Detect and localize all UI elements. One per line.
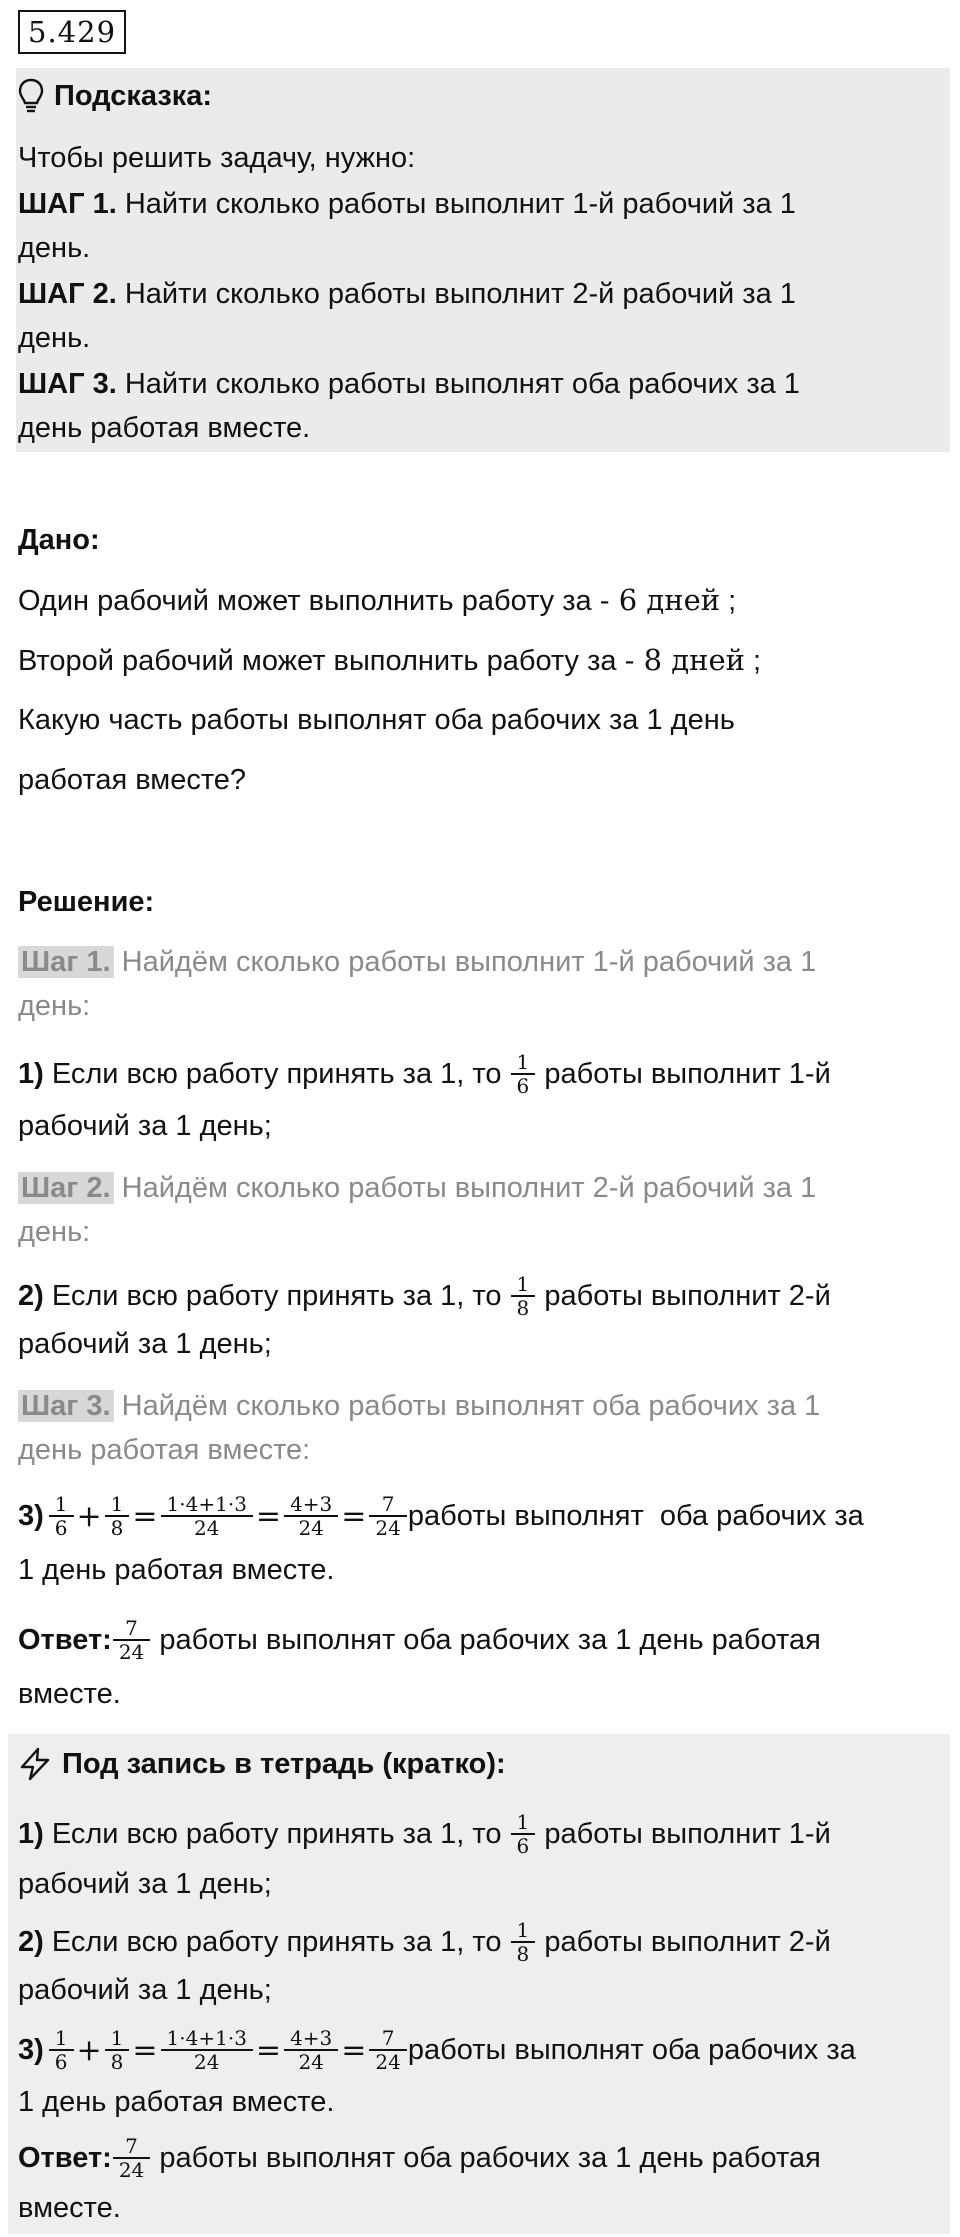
numerator: 4+3 [290, 1492, 333, 1516]
item-text: работы выполнит 1-й [536, 1817, 831, 1850]
solution-item-3-cont: 1 день работая вместе. [18, 1554, 335, 1586]
hint-step-text: Найти сколько работы выполнит 2-й рабочий за 1 [116, 278, 796, 310]
fraction [164, 1493, 250, 1539]
solution-step-2 [18, 1166, 816, 1210]
fraction [164, 2027, 250, 2073]
step-tag: Шаг 2. [18, 1172, 114, 1204]
item-text: работы выполнит 2-й [536, 1279, 831, 1312]
item-num: 2) [18, 1925, 44, 1958]
given-text: Один рабочий может выполнить работу за [18, 585, 600, 617]
denominator: 8 [511, 1295, 536, 1319]
answer-text: работы выполнят оба рабочих за 1 день работая [151, 2141, 821, 2174]
fraction [514, 1051, 533, 1097]
denominator: 6 [49, 1515, 74, 1539]
numerator: 7 [125, 2134, 138, 2158]
solution-item-3 [18, 1490, 864, 1542]
hint-step-2-cont: день. [18, 322, 91, 354]
equals-sign: = [341, 2032, 367, 2068]
denominator: 24 [113, 2157, 150, 2181]
fraction [514, 1811, 533, 1857]
denominator: 24 [369, 2049, 406, 2073]
hint-intro: Чтобы решить задачу, нужно: [18, 142, 416, 174]
numerator: 7 [381, 2026, 395, 2050]
item-num: 1) [18, 1057, 44, 1090]
denominator: 6 [511, 1073, 536, 1097]
hint-step-3 [18, 362, 800, 406]
item-text: работы выполнят оба рабочих за [407, 2033, 856, 2066]
denominator: 8 [511, 1941, 536, 1965]
denominator: 6 [49, 2049, 74, 2073]
hint-title: Подсказка: [54, 80, 213, 112]
brief-item-1-cont: рабочий за 1 день; [18, 1868, 272, 1900]
solution-item-2 [18, 1272, 831, 1320]
solution-step-2-cont: день: [18, 1216, 91, 1248]
solution-answer-cont: вместе. [18, 1678, 121, 1710]
answer-text: работы выполнят оба рабочих за 1 день работая [151, 1623, 821, 1656]
hint-step-2 [18, 272, 796, 316]
brief-item-2 [18, 1918, 831, 1966]
item-text: работы выполнят оба рабочих за [407, 1499, 864, 1532]
hint-step-tag: ШАГ 1. [18, 188, 117, 220]
solution-title: Решение: [18, 886, 155, 918]
numerator: 7 [381, 1492, 395, 1516]
numerator: 1 [54, 1492, 68, 1516]
item-text: Если всю работу принять за 1, то [43, 1057, 510, 1090]
hint-header [18, 74, 212, 118]
numerator: 1 [110, 1492, 124, 1516]
item-text: работы выполнит 1-й [536, 1057, 831, 1090]
answer-label: Ответ: [18, 2141, 112, 2174]
given-question-1: Какую часть работы выполнят оба рабочих за 1 день [18, 704, 735, 736]
numerator: 1 [516, 1050, 530, 1074]
item-num: 3) [18, 2033, 44, 2066]
hint-step-3-cont: день работая вместе. [18, 412, 311, 444]
denominator: 24 [369, 1515, 406, 1539]
answer-label: Ответ: [18, 1623, 112, 1656]
hint-step-text: Найти сколько работы выполнят оба рабочих за 1 [116, 368, 800, 400]
brief-title: Под запись в тетрадь (кратко): [62, 1748, 506, 1780]
denominator: 8 [105, 1515, 130, 1539]
given-value: - 6 дней [599, 583, 721, 617]
given-question-2: работая вместе? [18, 764, 247, 796]
numerator: 1·4+1·3 [166, 2026, 247, 2050]
solution-step-1 [18, 940, 816, 984]
fraction [116, 2135, 147, 2181]
hint-step-1-cont: день. [18, 232, 91, 264]
denominator: 24 [113, 1639, 150, 1663]
fraction [108, 2027, 127, 2073]
item-num: 2) [18, 1279, 44, 1312]
brief-item-3-cont: 1 день работая вместе. [18, 2086, 335, 2118]
step-text: Найдём сколько работы выполнит 1-й рабочий за 1 [113, 946, 817, 978]
numerator: 4+3 [290, 2026, 333, 2050]
equals-sign: = [132, 2032, 158, 2068]
equals-sign: = [341, 1498, 367, 1534]
lightbulb-icon [18, 78, 44, 114]
hint-step-tag: ШАГ 3. [18, 368, 117, 400]
hint-step-1 [18, 182, 796, 226]
solution-step-3 [18, 1384, 820, 1428]
brief-header [18, 1742, 506, 1786]
item-num: 1) [18, 1817, 44, 1850]
solution-item-1-cont: рабочий за 1 день; [18, 1110, 272, 1142]
solution-item-2-cont: рабочий за 1 день; [18, 1328, 272, 1360]
numerator: 1 [516, 1810, 530, 1834]
given-value: - 8 дней [624, 643, 745, 677]
numerator: 1 [516, 1918, 530, 1942]
solution-step-3-cont: день работая вместе: [18, 1434, 311, 1466]
denominator: 8 [105, 2049, 130, 2073]
fraction [514, 1919, 533, 1965]
given-end: ; [720, 585, 737, 617]
equals-sign: = [255, 1498, 282, 1534]
item-text: Если всю работу принять за 1, то [43, 1279, 510, 1312]
brief-answer-cont: вместе. [18, 2192, 121, 2224]
item-text: работы выполнит 2-й [536, 1925, 831, 1958]
fraction [514, 1273, 533, 1319]
equals-sign: = [255, 2032, 282, 2068]
denominator: 24 [284, 1515, 338, 1539]
given-text: Второй рабочий может выполнить работу за [18, 645, 625, 677]
item-text: Если всю работу принять за 1, то [43, 1925, 510, 1958]
numerator: 1 [54, 2026, 68, 2050]
step-text: Найдём сколько работы выполнят оба рабочих за 1 [113, 1390, 821, 1422]
fraction [287, 1493, 335, 1539]
solution-item-1 [18, 1050, 831, 1098]
fraction [52, 1493, 71, 1539]
hint-step-tag: ШАГ 2. [18, 278, 117, 310]
plus-sign: + [76, 1498, 102, 1534]
item-text: Если всю работу принять за 1, то [43, 1817, 510, 1850]
denominator: 6 [511, 1833, 536, 1857]
denominator: 24 [161, 1515, 253, 1539]
solution-answer [18, 1614, 821, 1666]
brief-item-1 [18, 1810, 831, 1858]
denominator: 24 [161, 2049, 253, 2073]
brief-item-3 [18, 2024, 856, 2076]
hint-step-text: Найти сколько работы выполнит 1-й рабочий за 1 [116, 188, 796, 220]
step-text: Найдём сколько работы выполнит 2-й рабочий за 1 [113, 1172, 817, 1204]
item-num: 3) [18, 1499, 44, 1532]
step-tag: Шаг 3. [18, 1390, 114, 1422]
given-line-2 [18, 638, 761, 683]
denominator: 24 [284, 2049, 338, 2073]
given-end: ; [744, 645, 762, 677]
task-number: 5.429 [18, 10, 126, 54]
numerator: 1 [110, 2026, 124, 2050]
equals-sign: = [132, 1498, 158, 1534]
given-title: Дано: [18, 524, 100, 556]
fraction [116, 1617, 147, 1663]
fraction [52, 2027, 71, 2073]
given-line-1 [18, 578, 736, 623]
fraction [108, 1493, 127, 1539]
fraction [287, 2027, 335, 2073]
brief-answer [18, 2132, 821, 2184]
solution-step-1-cont: день: [18, 990, 91, 1022]
numerator: 1·4+1·3 [166, 1492, 247, 1516]
numerator: 1 [516, 1272, 530, 1296]
brief-item-2-cont: рабочий за 1 день; [18, 1974, 272, 2006]
numerator: 7 [125, 1616, 138, 1640]
fraction [372, 2027, 403, 2073]
fraction [372, 1493, 403, 1539]
step-tag: Шаг 1. [18, 946, 114, 978]
lightning-icon [18, 1747, 52, 1781]
plus-sign: + [76, 2032, 102, 2068]
